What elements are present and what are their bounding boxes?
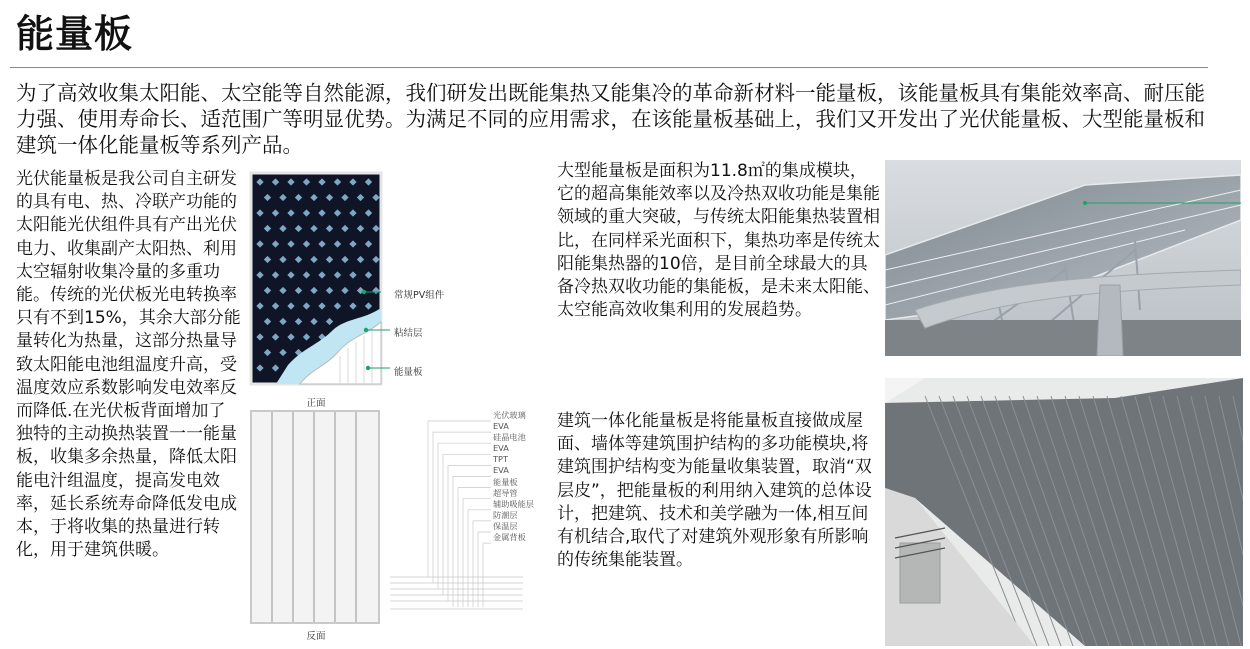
back-caption: 反面 [306,631,326,642]
layer-leader-line [473,521,491,607]
callout-pv-module: 常规PV组件 [394,290,445,301]
layer-label: 保温层 [493,520,518,531]
bipv-energy-panel-description: 建筑一体化能量板是将能量板直接做成屋面、墙体等建筑围护结构的多功能模块,将建筑围护结构变为能量收集装置，取消“双层皮”，把能量板的利用纳入建筑的总体设计，把建筑、技术和美学融为一体,相互间有机结合,取代了对建筑外观形象有所影响的传统集能装置。 [557,411,872,571]
layer-leader-line [453,477,491,608]
layer-leader-line [443,454,491,595]
callout-adhesive-layer: 粘结层 [394,328,423,339]
layer-label: 辅助吸能层 [493,498,534,509]
intro-paragraph: 为了高效收集太阳能、太空能等自然能源，我们研发出既能集热又能集冷的革命新材料一能量板，该能量板具有集能效率高、耐压能力强、使用寿命长、适范围广等明显优势。为满足不同的应用需求，在该能量板基础上，我们又开发出了光伏能量板、大型能量板和建筑一体化能量板等系列产品。 [16,81,1205,157]
layer-leader-line [468,510,491,607]
layer-leader-line [463,499,491,607]
layer-label: 超导管 [493,487,518,498]
front-caption: 正面 [306,398,326,409]
layer-label: 光伏玻璃 [493,410,526,420]
vertical-duct [1097,285,1123,356]
layer-label: 能量板 [493,476,518,487]
back-plate [251,411,379,623]
rooftop-floor [885,320,1241,356]
layer-label: EVA [493,443,509,454]
layer-label: 硅晶电池 [493,432,526,443]
layer-label: EVA [493,421,509,432]
pv-module-marker [362,290,366,294]
pv-panel-back-figure [250,410,382,626]
layer-label: TPT [493,454,508,465]
layer-leader-lines [428,421,491,607]
pv-energy-panel-description: 光伏能量板是我公司自主研发的具有电、热、冷联产功能的太阳能光伏组件具有产出光伏电力、收集副产太阳热、利用太空辐射收集冷量的多重功能。传统的光伏板光电转换率只有不到15%，其余大部分能量转化为热量，这部分热量导致太阳能电池组温度升高，受温度效应系数影响发电效率反而降低.在光伏板背面增加了独特的主动换热装置一一能量板，收集多余热量，降低太阳能电汁组温度，提高发电效率，延长系统寿命降低发电成本，于将收集的热量进行转化，用于建筑供暖。 [16,169,241,561]
callout-energy-board: 能量板 [394,367,423,378]
photo-leader-marker [1083,201,1087,205]
large-panel-rooftop-photo [885,160,1241,356]
layer-label: 金属背板 [493,532,526,543]
energy-board-marker [366,366,370,370]
layer-leader-line [483,543,491,607]
wall-window [900,543,940,603]
large-energy-panel-description: 大型能量板是面积为11.8㎡的集成模块，它的超高集能效率以及冷热双收功能是集能领域的重大突破，与传统太阳能集热装置相比，在同样采光面积下，集热功率是传统太阳能集热器的10倍，是目前全球最大的具备冷热双收功能的集能板，是未来太阳能、太空能高效收集利用的发展趋势。 [557,161,880,321]
page-title: 能量板 [16,12,134,56]
title-divider [10,67,1208,68]
layer-label: 防潮层 [493,509,518,520]
layer-label-list [493,410,534,543]
adhesive-marker [364,328,368,332]
layer-leader-line [448,465,491,601]
layer-leader-line [433,432,491,583]
pv-panel-front-figure [248,170,458,400]
bipv-roof-photo [885,378,1243,646]
layer-label: EVA [493,465,509,476]
